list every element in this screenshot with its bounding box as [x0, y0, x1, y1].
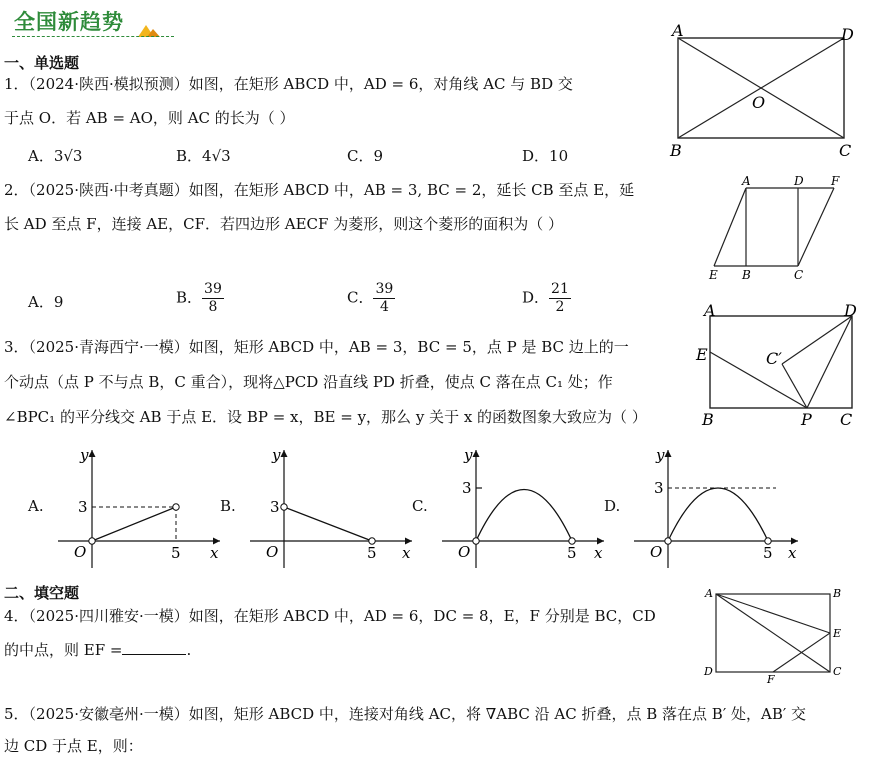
q2-label-d: D	[794, 174, 804, 188]
q1-label-a: A	[672, 21, 684, 40]
q3-label-a: A	[704, 301, 716, 320]
q3-label-c: C	[840, 410, 853, 429]
q2-figure	[700, 172, 850, 284]
q2-label-f: F	[831, 174, 840, 188]
brand-title: 全国新趋势	[14, 10, 124, 34]
q2-stem-line1: 2．（2025·陕西·中考真题）如图，在矩形 ABCD 中，AB = 3, BC = 2，延长 CB 至点 E，延	[4, 181, 635, 199]
q4-stem-line2: 的中点，则 EF = .	[4, 641, 192, 659]
graph-c-y-label: y	[464, 446, 473, 464]
q3-graph-c	[436, 440, 606, 570]
q4-label-b: B	[833, 587, 842, 600]
q1-label-o: O	[752, 93, 766, 112]
graph-a-tick-5: 5	[171, 544, 181, 562]
graph-c-origin-label: O	[458, 543, 471, 561]
q2-label-c: C	[794, 268, 804, 282]
graph-b-tick-5: 5	[367, 544, 377, 562]
q1-option-d: D．10	[522, 147, 569, 165]
graph-d-y-label: y	[656, 446, 665, 464]
q2-option-d: D． $\frac{21}{2}$	[522, 281, 569, 315]
q4-label-d: D	[704, 665, 713, 678]
q3-stem-line3: ∠BPC₁ 的平分线交 AB 于点 E．设 BP = x，BE = y，那么 y 关于 x 的函数图象大致应为（ ）	[4, 408, 647, 426]
graph-c-tick-3: 3	[462, 479, 472, 497]
q3-stem-line2: 个动点（点 P 不与点 B，C 重合），现将△PCD 沿直线 PD 折叠，使点 C 落在点 C₁ 处；作	[4, 373, 613, 391]
q2-option-a: A．9	[28, 293, 64, 311]
q1-label-b: B	[670, 141, 682, 160]
q2-option-c: C． $\frac{39}{4}$	[347, 281, 394, 315]
graph-c-tick-5: 5	[567, 544, 577, 562]
graph-d-tick-5: 5	[763, 544, 773, 562]
q4-stem-line1: 4．（2025·四川雅安·一模）如图，在矩形 ABCD 中，AD = 6，DC = 8，E，F 分别是 BC，CD	[4, 607, 656, 625]
q3-option-d: D.	[604, 497, 621, 515]
graph-b-origin-label: O	[266, 543, 279, 561]
q4-figure	[700, 582, 850, 686]
q2-label-a: A	[742, 174, 751, 188]
q3-label-p: P	[801, 410, 812, 429]
q1-option-c: C．9	[347, 147, 384, 165]
q3-option-c: C.	[412, 497, 428, 515]
q3-graph-b	[244, 440, 414, 570]
graph-d-tick-3: 3	[654, 479, 664, 497]
q3-figure	[694, 300, 866, 430]
q2-label-b: B	[742, 268, 751, 282]
q3-label-b: B	[702, 410, 714, 429]
graph-a-y-label: y	[80, 446, 89, 464]
graph-b-y-label: y	[272, 446, 281, 464]
q4-answer-blank[interactable]	[122, 640, 186, 655]
graph-b-x-label: x	[402, 544, 411, 562]
q3-label-d: D	[844, 301, 857, 320]
q3-stem-line1: 3．（2025·青海西宁·一模）如图，矩形 ABCD 中，AB = 3，BC = 5，点 P 是 BC 边上的一	[4, 338, 629, 356]
q1-label-c: C	[839, 141, 852, 160]
graph-b-tick-3: 3	[270, 498, 280, 516]
q1-stem-line1: 1．（2024·陕西·模拟预测）如图，在矩形 ABCD 中，AD = 6，对角线 AC 与 BD 交	[4, 75, 573, 93]
q1-stem-line2: 于点 O．若 AB = AO，则 AC 的长为（ ）	[4, 109, 295, 127]
q5-stem-line1: 5．（2025·安徽亳州·一模）如图，矩形 ABCD 中，连接对角线 AC，将 ∇ABC 沿 AC 折叠，点 B 落在点 B′ 处，AB′ 交	[4, 705, 807, 723]
graph-d-origin-label: O	[650, 543, 663, 561]
q2-option-b: B． $\frac{39}{8}$	[176, 281, 222, 315]
q4-label-a: A	[705, 587, 713, 600]
graph-a-origin-label: O	[74, 543, 87, 561]
q3-label-c1: C′	[766, 349, 782, 368]
q4-label-e: E	[833, 627, 842, 640]
q4-label-c: C	[833, 665, 842, 678]
q1-option-b: B．4√3	[176, 147, 231, 165]
graph-a-x-label: x	[210, 544, 219, 562]
q1-option-a: A．3√3	[28, 147, 83, 165]
q2-stem-line2: 长 AD 至点 F，连接 AE，CF．若四边形 AECF 为菱形，则这个菱形的面积为（ ）	[4, 215, 563, 233]
graph-a-tick-3: 3	[78, 498, 88, 516]
section-title-fill-blank: 二、填空题	[4, 584, 80, 602]
section-title-single-choice: 一、单选题	[4, 54, 80, 72]
q3-label-e: E	[696, 345, 708, 364]
q3-option-b: B.	[220, 497, 236, 515]
q2-label-e: E	[709, 268, 718, 282]
q5-stem-line2: 边 CD 于点 E，则：	[4, 737, 143, 755]
q1-figure	[664, 20, 864, 162]
q4-label-f: F	[767, 673, 775, 686]
graph-c-x-label: x	[594, 544, 603, 562]
q3-graph-d	[628, 440, 808, 570]
q1-label-d: D	[841, 25, 854, 44]
graph-d-x-label: x	[788, 544, 797, 562]
header-divider	[12, 36, 174, 37]
q3-graph-a	[52, 440, 222, 570]
q3-option-a: A.	[28, 497, 44, 515]
